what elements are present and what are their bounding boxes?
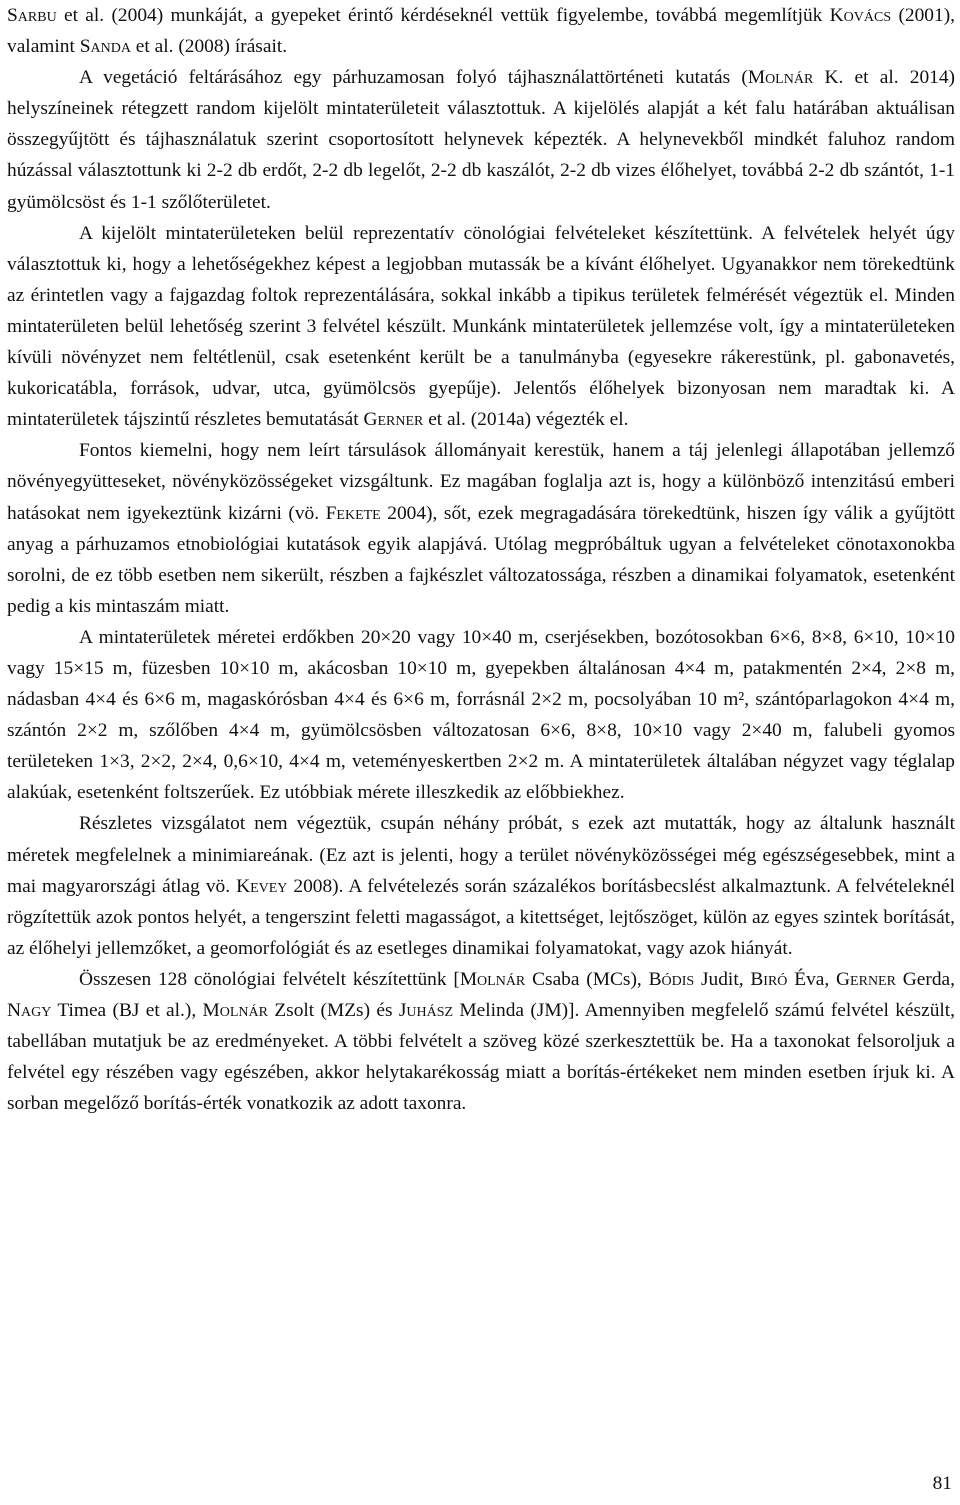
author-name: Gerner <box>363 409 424 431</box>
text-run: Éva, <box>787 968 837 990</box>
author-name: Molnár <box>459 968 526 990</box>
text-run: Judit, <box>694 968 751 990</box>
document-page <box>7 0 955 1119</box>
text-run: Gerda, <box>895 968 955 990</box>
text-run: K. et al. 2014) helyszíneinek rétegzett random kijelölt mintaterületeit választottuk. A kijelölés alapját a két falu határában aktuálisan összegyűjtött és tájhasználatuk szerint csoportosított helynevek képezték. A helynevekből mindkét faluhoz random húzással választottunk ki 2-2 db erdőt, 2-2 db legelőt, 2-2 db kaszálót, 2-2 db vizes élőhelyet, továbbá 2-2 db szántót, 1-1 gyümölcsöst és 1-1 szőlőterületet. <box>7 67 955 213</box>
paragraph-p2 <box>7 62 955 217</box>
page-number: 81 <box>932 1473 952 1494</box>
paragraph-p5 <box>7 622 955 809</box>
text-run: et al. (2004) munkáját, a gyepeket érintő kérdéseknél vettük figyelembe, továbbá megemlítjük <box>56 5 830 26</box>
text-run: Zsolt (MZs) és <box>268 1000 399 1021</box>
text-run: Csaba (MCs), <box>525 968 649 990</box>
text-run: et al. (2014a) végezték el. <box>423 409 629 431</box>
author-name: Gerner <box>836 968 896 990</box>
author-name: Biró <box>750 968 788 990</box>
text-run: Timea (BJ et al.), <box>51 1000 203 1021</box>
author-name: Fekete <box>325 502 381 524</box>
paragraph-p7 <box>7 964 955 1119</box>
text-run: A vegetáció feltárásához egy párhuzamosan folyó tájhasználattörténeti kutatás ( <box>79 67 748 89</box>
author-name: Juhász <box>398 1000 454 1021</box>
text-run: 2004), sőt, ezek megragadására törekedtünk, hiszen így válik a gyűjtött anyag a párhuzamos etnobiológiai kutatások egyik alapjává. Utólag megpróbáltuk ugyan a felvételeket cönotaxonokba sorolni, de ez több esetben nem sikerült, részben a fajkészlet változatossága, részben a dinamikai folyamatok, esetenként pedig a kis mintaszám miatt. <box>7 502 955 617</box>
text-run: Melinda (JM)]. Amennyiben megfelelő számú felvétel készült, tabellában mutatjuk be az eredményeket. A többi felvételt a szöveg közé szerkesztettük be. Ha a taxonokat felsoroljuk a felvétel egy részében vagy egészében, akkor helytakarékosság miatt a borítás-értékeket nem minden esetben írjuk ki. A sorban megelőző borítás-érték vonatkozik az adott taxonra. <box>7 1000 956 1115</box>
text-run: et al. (2008) írásait. <box>130 36 288 58</box>
author-name: Kevey <box>236 875 288 897</box>
text-run: A mintaterületek méretei erdőkben 20×20 vagy 10×40 m, cserjésekben, bozótosokban 6×6, 8×8, 6×10, 10×10 vagy 15×15 m, füzesben 10×10 m, akácosban 10×10 m, gyepekben általánosan 4×4 m, patakmentén 2×4, 2×8 m, nádasban 4×4 és 6×6 m, magaskórósban 4×4 és 6×6 m, forrásnál 2×2 m, pocsolyában 10 m², szántóparlagokon 4×4 m, szántón 2×2 m, szőlőben 4×4 m, gyümölcsösben változatosan 6×6, 8×8, 10×10 vagy 2×40 m, falubeli gyomos területeken 1×3, 2×2, 2×4, 0,6×10, 4×4 m, veteményeskertben 2×2 m. A mintaterületek általában négyzet vagy téglalap alakúak, esetenként foltszerűek. Ez utóbbiak mérete illeszkedik az előbbiekhez. <box>7 626 955 804</box>
text-run: (2001), valamint <box>7 5 955 58</box>
author-name: Molnár <box>747 67 814 89</box>
text-run: Részletes vizsgálatot nem végeztük, csupán néhány próbát, s ezek azt mutatták, hogy az általunk használt méretek megfelelnek a minimiareának. (Ez azt is jelenti, hogy a terület növényközösségei még egészségesebbek, mint a mai magyarországi átlag vö. <box>7 813 955 897</box>
paragraph-p6 <box>7 808 955 963</box>
author-name: Nagy <box>7 1000 52 1021</box>
paragraph-p3 <box>7 218 955 436</box>
text-run: Összesen 128 cönológiai felvételt készítettünk [ <box>79 968 460 990</box>
author-name: Bódis <box>648 968 695 990</box>
paragraph-p1 <box>7 0 955 62</box>
text-run: 2008). A felvételezés során százalékos borításbecslést alkalmaztunk. A felvételeknél rögzítettük azok pontos helyét, a tengerszint feletti magasságot, a kitettséget, lejtőszöget, külön az egyes szintek borítását, az élőhelyi jellemzőket, a geomorfológiát és az esetleges dinamikai folyamatokat, vagy azok hiányát. <box>7 875 955 959</box>
author-name: Kovács <box>829 5 892 26</box>
author-name: Sarbu <box>7 5 57 26</box>
text-run: A kijelölt mintaterületeken belül reprezentatív cönológiai felvételeket készítettünk. A felvételek helyét úgy választottuk ki, hogy a lehetőségekhez képest a legjobban mutassák be a kívánt élőhelyet. Ugyanakkor nem törekedtünk az érintetlen vagy a fajgazdag foltok reprezentálására, sokkal inkább a tipikus területek felmérését végeztük el. Minden mintaterületen belül lehetőség szerint 3 felvétel készült. Munkánk mintaterületek jellemzése volt, így a mintaterületeken kívüli növényzet nem feltétlenül, csak esetenként került be a tanulmányba (egyesekre rákerestünk, pl. gabonavetés, kukoricatábla, források, udvar, utca, gyümölcsös gyepűje). Jelentős élőhelyek bizonyosan nem maradtak ki. A mintaterületek tájszintű részletes bemutatását <box>7 222 955 431</box>
author-name: Sanda <box>79 36 131 58</box>
text-run: Fontos kiemelni, hogy nem leírt társulások állományait kerestük, hanem a táj jelenlegi állapotában jellemző növényegyütteseket, növényközösségeket vizsgáltunk. Ez magában foglalja azt is, hogy a különböző intenzitású emberi hatásokat nem igyekeztünk kizárni (vö. <box>7 440 955 524</box>
paragraph-p4 <box>7 435 955 622</box>
author-name: Molnár <box>202 1000 268 1021</box>
